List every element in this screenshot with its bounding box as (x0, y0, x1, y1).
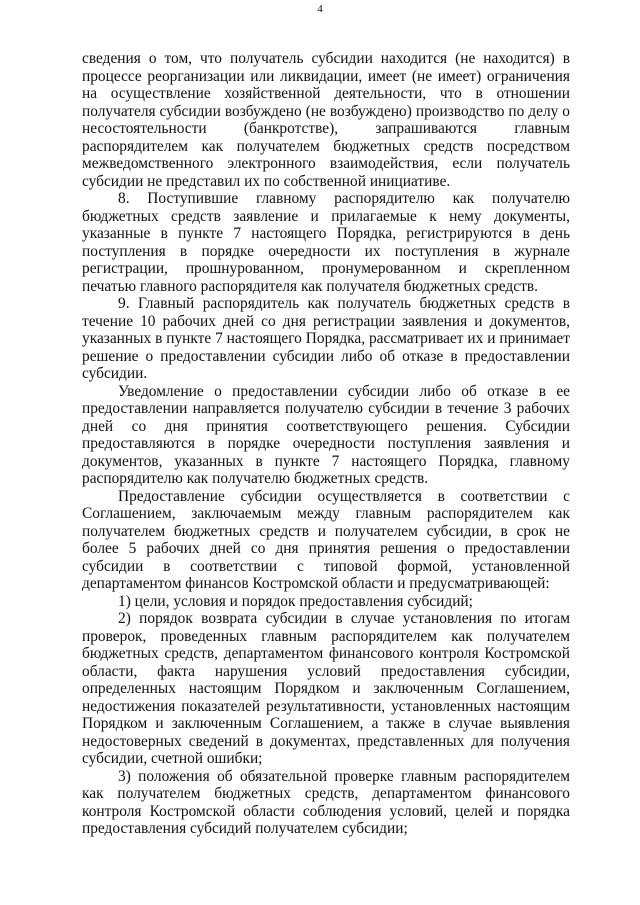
document-body (82, 50, 570, 838)
page-number: 4 (317, 3, 323, 15)
paragraph-item-8: 8. Поступившие главному распорядителю как получателю бюджетных средств заявление и прилагаемые к нему документы, указанные в пункте 7 настоящего Порядка, регистрируются в день поступления в порядке очередности их поступления в журнале регистрации, прошнурованном, пронумерованном и скрепленном печатью главного распорядителя как получателя бюджетных средств. (82, 190, 570, 295)
paragraph-continued-info: сведения о том, что получатель субсидии находится (не находится) в процессе реорганизации или ликвидации, имеет (не имеет) ограничения на осуществление хозяйственной деятельности, что в отношении получателя субсидии возбуждено (не возбуждено) производство по делу о несостоятельности (банкротстве), запрашиваются главным распорядителем как получателем бюджетных средств посредством межведомственного электронного взаимодействия, если получатель субсидии не представил их по собственной инициативе. (82, 50, 570, 190)
paragraph-subitem-2: 2) порядок возврата субсидии в случае установления по итогам проверок, проведенных главным распорядителем как получателем бюджетных средств, департаментом финансового контроля Костромской области, факта нарушения условий предоставления субсидии, определенных настоящим Порядком и заключенным Соглашением, недостижения показателей результативности, установленных настоящим Порядком и заключенным Соглашением, а также в случае выявления недостоверных сведений в документах, представленных для получения субсидии, счетной ошибки; (82, 610, 570, 767)
paragraph-subitem-1: 1) цели, условия и порядок предоставления субсидий; (118, 592, 473, 610)
paragraph-notification: Уведомление о предоставлении субсидии либо об отказе в ее предоставлении направляется получателю субсидии в течение 3 рабочих дней со дня принятия соответствующего решения. Субсидии предоставляются в порядке очередности поступления заявления и документов, указанных в пункте 7 настоящего Порядка, главному распорядителю как получателю бюджетных средств. (82, 382, 570, 487)
paragraph-item-9: 9. Главный распорядитель как получатель бюджетных средств в течение 10 рабочих дней со дня регистрации заявления и документов, указанных в пункте 7 настоящего Порядка, рассматривает их и принимает решение о предоставлении субсидии либо об отказе в предоставлении субсидии. (82, 295, 570, 382)
paragraph-agreement: Предоставление субсидии осуществляется в соответствии с Соглашением, заключаемым между главным распорядителем как получателем бюджетных средств и получателем субсидии, в срок не более 5 рабочих дней со дня принятия решения о предоставлении субсидии в соответствии с типовой формой, установленной департаментом финансов Костромской области и предусматривающей: (82, 487, 570, 592)
paragraph-subitem-3: 3) положения об обязательной проверке главным распорядителем как получателем бюджетных средств, департаментом финансового контроля Костромской области соблюдения условий, целей и порядка предоставления субсидий получателем субсидии; (82, 767, 570, 837)
